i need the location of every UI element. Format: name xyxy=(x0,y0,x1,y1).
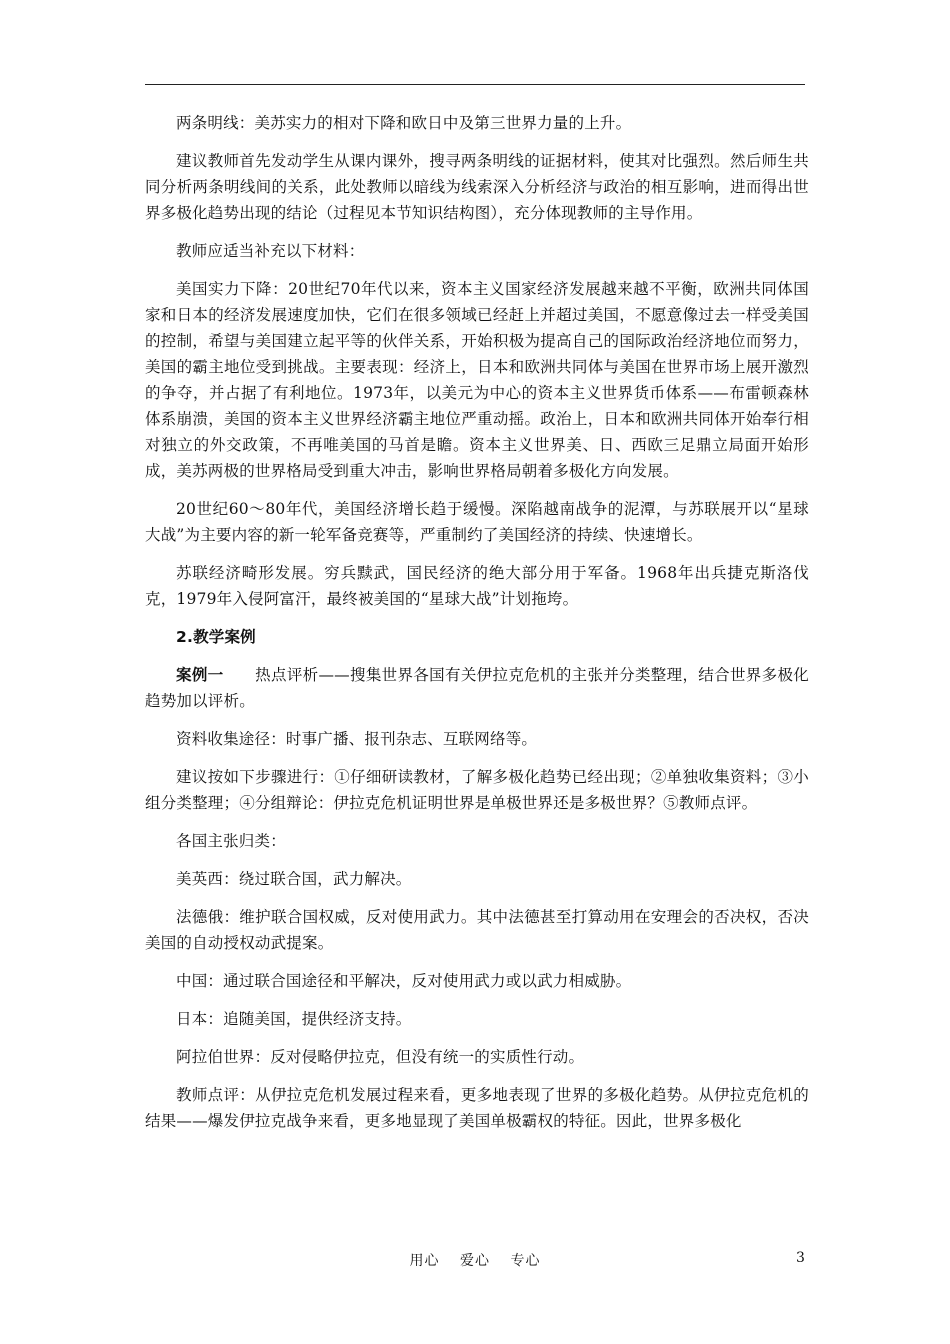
case-paragraph xyxy=(145,662,809,714)
case-text: 热点评析——搜集世界各国有关伊拉克危机的主张并分类整理，结合世界多极化趋势加以评析。 xyxy=(145,666,809,710)
paragraph: 苏联经济畸形发展。穷兵黩武，国民经济的绝大部分用于军备。1968年出兵捷克斯洛伐克，1979年入侵阿富汗，最终被美国的“星球大战”计划拖垮。 xyxy=(145,564,809,608)
header-rule xyxy=(145,84,805,85)
paragraph: 日本：追随美国，提供经济支持。 xyxy=(176,1010,412,1028)
page-number: 3 xyxy=(796,1250,805,1266)
paragraph: 美国实力下降：20世纪70年代以来，资本主义国家经济发展越来越不平衡，欧洲共同体国家和日本的经济发展速度加快，它们在很多领域已经赶上并超过美国，不愿意像过去一样受美国的控制，希望与美国建立起平等的伙伴关系，开始积极为提高自己的国际政治经济地位而努力，美国的霸主地位受到挑战。主要表现：经济上，日本和欧洲共同体与美国在世界市场上展开激烈的争夺，并占据了有利地位。1973年，以美元为中心的资本主义世界货币体系——布雷顿森林体系崩溃，美国的资本主义世界经济霸主地位严重动摇。政治上，日本和欧洲共同体开始奉行相对独立的外交政策，不再唯美国的马首是瞻。资本主义世界美、日、西欧三足鼎立局面开始形成，美苏两极的世界格局受到重大冲击，影响世界格局朝着多极化方向发展。 xyxy=(145,280,809,480)
paragraph: 教师点评：从伊拉克危机发展过程来看，更多地表现了世界的多极化趋势。从伊拉克危机的结果——爆发伊拉克战争来看，更多地显现了美国单极霸权的特征。因此，世界多极化 xyxy=(145,1086,809,1130)
paragraph: 建议教师首先发动学生从课内课外，搜寻两条明线的证据材料，使其对比强烈。然后师生共同分析两条明线间的关系，此处教师以暗线为线索深入分析经济与政治的相互影响，进而得出世界多极化趋势出现的结论（过程见本节知识结构图），充分体现教师的主导作用。 xyxy=(145,152,809,222)
case-label: 案例一 xyxy=(176,666,224,684)
paragraph: 法德俄：维护联合国权威，反对使用武力。其中法德甚至打算动用在安理会的否决权，否决美国的自动授权动武提案。 xyxy=(145,908,809,952)
paragraph: 20世纪60～80年代，美国经济增长趋于缓慢。深陷越南战争的泥潭，与苏联展开以“星球大战”为主要内容的新一轮军备竞赛等，严重制约了美国经济的持续、快速增长。 xyxy=(145,500,809,544)
paragraph: 建议按如下步骤进行：①仔细研读教材，了解多极化趋势已经出现；②单独收集资料；③小组分类整理；④分组辩论：伊拉克危机证明世界是单极世界还是多极世界？⑤教师点评。 xyxy=(145,768,809,812)
paragraph: 各国主张归类： xyxy=(176,832,286,850)
section-heading: 2.教学案例 xyxy=(176,628,256,646)
footer-motto: 用心 爱心 专心 xyxy=(409,1253,541,1269)
paragraph: 教师应适当补充以下材料： xyxy=(176,242,365,260)
paragraph: 中国：通过联合国途径和平解决，反对使用武力或以武力相威胁。 xyxy=(176,972,632,990)
document-body xyxy=(145,110,809,1146)
paragraph: 美英西：绕过联合国，武力解决。 xyxy=(176,870,412,888)
paragraph: 资料收集途径：时事广播、报刊杂志、互联网络等。 xyxy=(176,730,538,748)
paragraph: 阿拉伯世界：反对侵略伊拉克，但没有统一的实质性行动。 xyxy=(176,1048,585,1066)
paragraph: 两条明线：美苏实力的相对下降和欧日中及第三世界力量的上升。 xyxy=(176,114,632,132)
